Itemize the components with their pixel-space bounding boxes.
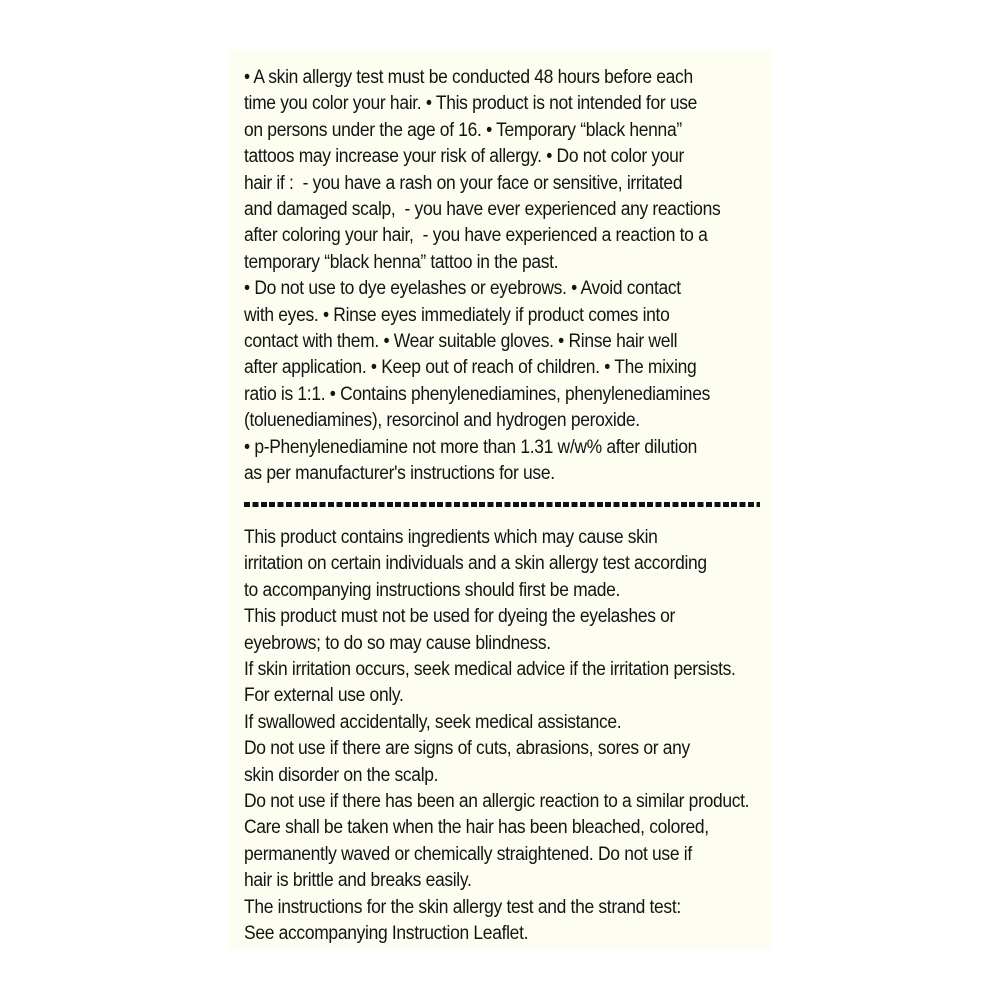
cautions-section — [244, 524, 765, 947]
warning-line: temporary “black henna” tattoo in the past. — [244, 250, 559, 273]
caution-line: irritation on certain individuals and a skin allergy test according — [244, 552, 707, 575]
warning-line: • Do not use to dye eyelashes or eyebrows. • Avoid contact — [244, 277, 681, 300]
caution-line: Do not use if there are signs of cuts, abrasions, sores or any — [244, 737, 690, 760]
caution-line: If swallowed accidentally, seek medical assistance. — [244, 710, 622, 733]
warning-line: after application. • Keep out of reach of children. • The mixing — [244, 356, 697, 379]
caution-line: Do not use if there has been an allergic reaction to a similar product. — [244, 790, 750, 813]
warning-line: • A skin allergy test must be conducted 48 hours before each — [244, 66, 693, 88]
warning-line: (toluenediamines), resorcinol and hydrogen peroxide. — [244, 409, 640, 432]
warning-line: on persons under the age of 16. • Temporary “black henna” — [244, 118, 682, 141]
warning-line: hair if : - you have a rash on your face or sensitive, irritated — [244, 171, 683, 194]
warning-line: and damaged scalp, - you have ever experienced any reactions — [244, 198, 721, 221]
caution-line: This product contains ingredients which may cause skin — [244, 526, 658, 548]
warning-line: tattoos may increase your risk of allergy. • Do not color your — [244, 145, 685, 168]
caution-line: Care shall be taken when the hair has been bleached, colored, — [244, 816, 709, 839]
caution-line: skin disorder on the scalp. — [244, 763, 439, 786]
caution-line: This product must not be used for dyeing the eyelashes or — [244, 605, 676, 628]
warning-line: • p-Phenylenediamine not more than 1.31 w/w% after dilution — [244, 435, 698, 458]
dotted-divider — [244, 502, 760, 507]
caution-line: to accompanying instructions should first be made. — [244, 578, 621, 601]
caution-line: If skin irritation occurs, seek medical advice if the irritation persists. — [244, 658, 736, 681]
warning-line: as per manufacturer's instructions for use. — [244, 462, 555, 485]
warning-line: time you color your hair. • This product is not intended for use — [244, 92, 698, 115]
warnings-section — [244, 64, 765, 487]
warning-line: contact with them. • Wear suitable gloves. • Rinse hair well — [244, 330, 678, 353]
caution-line: See accompanying Instruction Leaflet. — [244, 922, 529, 945]
product-label-panel — [228, 50, 772, 950]
warning-line: with eyes. • Rinse eyes immediately if product comes into — [244, 303, 670, 326]
caution-line: eyebrows; to do so may cause blindness. — [244, 631, 551, 654]
caution-line: hair is brittle and breaks easily. — [244, 869, 472, 892]
warning-line: after coloring your hair, - you have experienced a reaction to a — [244, 224, 708, 247]
warning-line: ratio is 1:1. • Contains phenylenediamines, phenylenediamines — [244, 382, 710, 405]
caution-line: permanently waved or chemically straightened. Do not use if — [244, 842, 692, 865]
caution-line: For external use only. — [244, 684, 404, 707]
caution-line: The instructions for the skin allergy test and the strand test: — [244, 895, 681, 918]
